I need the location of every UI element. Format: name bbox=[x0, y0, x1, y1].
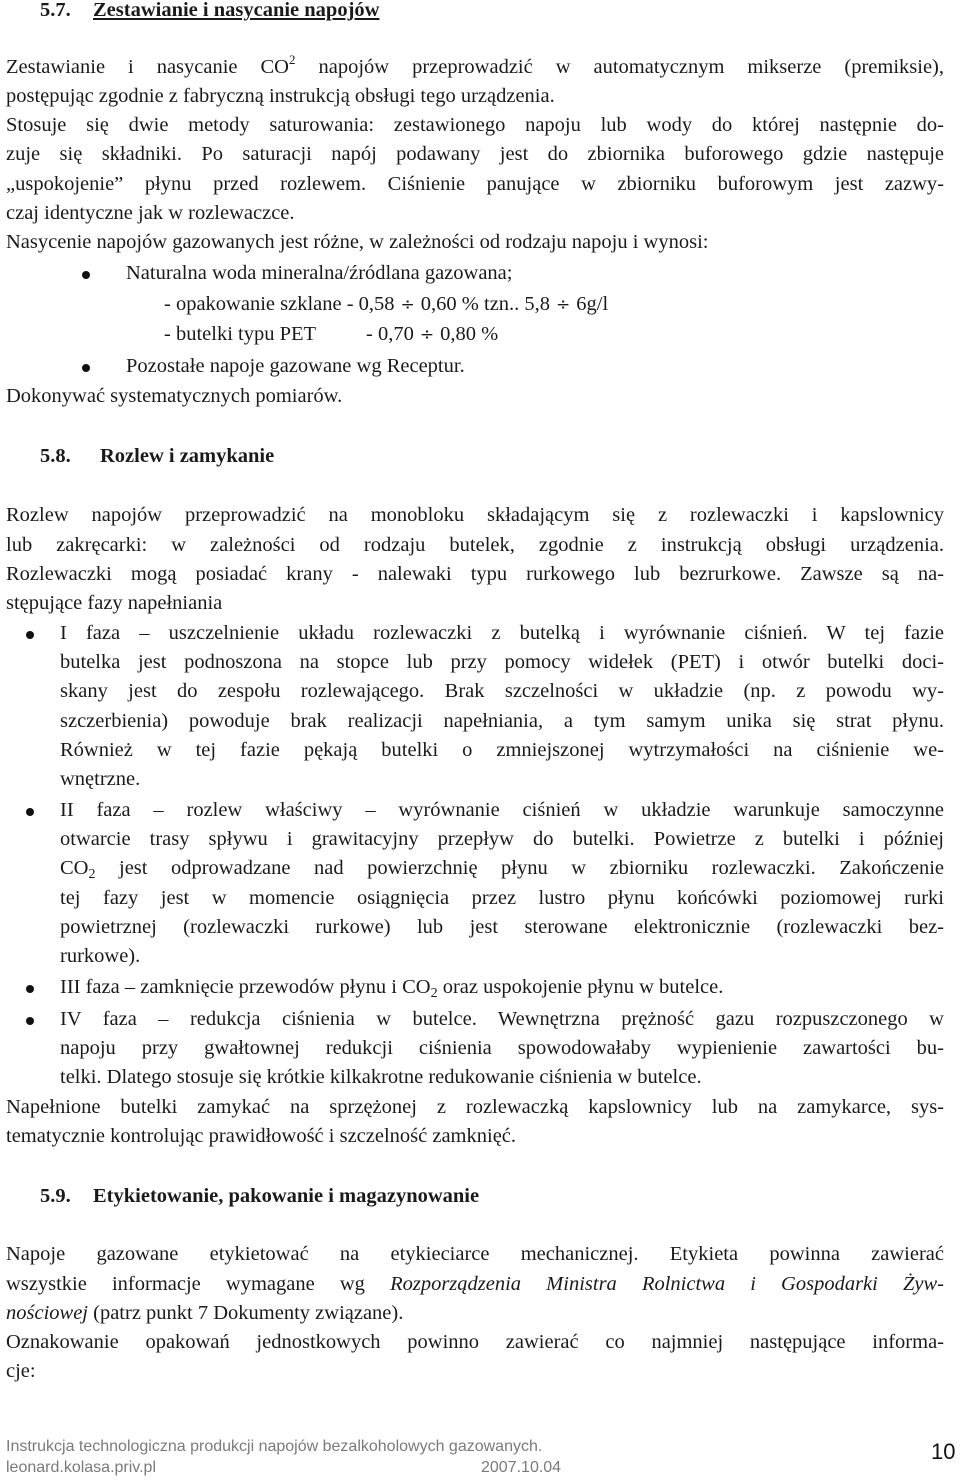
paragraph-line: Napełnione butelki zamykać na sprzężonej z rozlewaczką kapslownicy lub na zamykarce, sys- bbox=[6, 1096, 944, 1118]
section-number-5-8: 5.8. bbox=[40, 445, 71, 467]
paragraph-line: czaj identyczne jak w rozlewaczce. bbox=[6, 202, 295, 224]
list-subitem: - butelki typu PET bbox=[164, 323, 317, 345]
list-item: II faza – rozlew właściwy – wyrównanie ciśnień w układzie warunkuje samoczynne bbox=[60, 799, 944, 821]
paragraph-line: Rozlewaczki mogą posiadać krany - nalewaki typu rurkowego lub bezrurkowe. Zawsze są na- bbox=[6, 563, 944, 585]
bullet-icon bbox=[26, 808, 34, 816]
section-number-5-9: 5.9. bbox=[40, 1185, 71, 1207]
paragraph-line: cje: bbox=[6, 1360, 36, 1382]
page-number: 10 bbox=[931, 1439, 956, 1464]
footer-doc-title: Instrukcja technologiczna produkcji napojów bezalkoholowych gazowanych. bbox=[6, 1438, 543, 1455]
paragraph-line: wszystkie informacje wymagane wg Rozporządzenia Ministra Rolnictwa i Gospodarki Żyw- bbox=[6, 1273, 944, 1295]
section-title-5-7: Zestawianie i nasycanie napojów bbox=[93, 0, 380, 21]
list-item-line: $CO_2$ jest odprowadzane nad powierzchnię płynu w zbiorniku rozlewaczki. Zakończenie bbox=[60, 857, 945, 882]
paragraph-line: Stosuje się dwie metody saturowania: zestawionego napoju lub wody do której następnie do- bbox=[6, 114, 944, 136]
list-item-line: Również w tej fazie pękają butelki o zmniejszonej wytrzymałości na ciśnienie we- bbox=[60, 739, 944, 761]
section-title-5-9: Etykietowanie, pakowanie i magazynowanie bbox=[93, 1185, 480, 1207]
section-number-5-7: 5.7. bbox=[40, 0, 71, 21]
paragraph-line: Napoje gazowane etykietować na etykieciarce mechanicznej. Etykieta powinna zawierać bbox=[6, 1243, 944, 1265]
paragraph-line: Nasycenie napojów gazowanych jest różne, w zależności od rodzaju napoju i wynosi: bbox=[6, 231, 709, 253]
list-item-line: rurkowe). bbox=[60, 945, 141, 967]
list-item-line: skany jest do zespołu rozlewającego. Brak szczelności w układzie (np. z powodu wy- bbox=[60, 680, 944, 702]
list-item-line: otwarcie trasy spływu i grawitacyjny przepływ do butelki. Powietrze z butelki i później bbox=[60, 828, 944, 850]
list-item-line: butelka jest podnoszona na stopce lub przy pomocy widełek (PET) i otwór butelki doci- bbox=[60, 651, 944, 673]
divide-icon: ÷ bbox=[400, 295, 415, 315]
list-item: Naturalna woda mineralna/źródlana gazowana; bbox=[126, 262, 513, 284]
list-item: Pozostałe napoje gazowane wg Receptur. bbox=[126, 355, 465, 377]
paragraph-line: Oznakowanie opakowań jednostkowych powinno zawierać co najmniej następujące informa- bbox=[6, 1331, 944, 1353]
footer-site-link[interactable]: leonard.kolasa.priv.pl bbox=[6, 1459, 157, 1476]
list-item: IV faza – redukcja ciśnienia w butelce. Wewnętrzna prężność gazu rozpuszczonego w bbox=[60, 1008, 944, 1030]
list-item: I faza – uszczelnienie układu rozlewaczki z butelką i wyrównanie ciśnień. W tej fazie bbox=[60, 622, 944, 644]
list-subitem-value: - 0,70 ÷ 0,80 % bbox=[366, 323, 499, 345]
paragraph-line: nościowej (patrz punkt 7 Dokumenty związane). bbox=[6, 1302, 404, 1324]
paragraph-line: lub zakręcarki: w zależności od rodzaju butelek, zgodnie z instrukcją obsługi urządzenia. bbox=[6, 534, 944, 556]
bullet-icon bbox=[82, 271, 90, 279]
bullet-icon bbox=[26, 985, 34, 993]
list-item-line: wnętrzne. bbox=[60, 768, 141, 790]
list-item-line: tej fazy jest w momencie osiągnięcia przez lustro płynu końcówki poziomowej rurki bbox=[60, 887, 944, 909]
footer-date: 2007.10.04 bbox=[481, 1459, 562, 1476]
paragraph-line: postępując zgodnie z fabryczną instrukcją obsługi tego urządzenia. bbox=[6, 85, 555, 107]
bullet-icon bbox=[82, 364, 90, 372]
list-subitem: - opakowanie szklane - 0,58 ÷ 0,60 % tzn.. 5,8 ÷ 6g/l bbox=[164, 293, 609, 315]
paragraph-line: Dokonywać systematycznych pomiarów. bbox=[6, 385, 343, 407]
list-item-line: powietrznej (rozlewaczki rurkowe) lub jest sterowane elektronicznie (rozlewaczki bez- bbox=[60, 916, 944, 938]
list-item-line: szczerbienia) powoduje brak realizacji napełniania, a tym samym unika się strat płynu. bbox=[60, 710, 944, 732]
paragraph-line: Rozlew napojów przeprowadzić na monobloku składającym się z rozlewaczki i kapslownicy bbox=[6, 504, 944, 526]
paragraph-line: stępujące fazy napełniania bbox=[6, 592, 223, 614]
paragraph-line: zuje się składniki. Po saturacji napój podawany jest do zbiornika buforowego gdzie następuje bbox=[6, 143, 944, 165]
bullet-icon bbox=[26, 1017, 34, 1025]
divide-icon: ÷ bbox=[419, 325, 435, 345]
paragraph-line: „uspokojenie” płynu przed rozlewem. Ciśnienie panujące w zbiorniku buforowym jest zazwy- bbox=[6, 173, 944, 195]
list-item-line: telki. Dlatego stosuje się krótkie kilkakrotne redukowanie ciśnienia w butelce. bbox=[60, 1066, 702, 1088]
paragraph-line: tematycznie kontrolując prawidłowość i szczelność zamknięć. bbox=[6, 1125, 517, 1147]
bullet-icon bbox=[26, 631, 34, 639]
list-item: III faza – zamknięcie przewodów płynu i $CO_2$ oraz uspokojenie płynu w butelce. bbox=[60, 976, 724, 1001]
paragraph-line: Zestawianie i nasycanie $CO^2$ napojów przeprowadzić w automatycznym mikserze (premiksie), bbox=[6, 52, 945, 78]
section-title-5-8: Rozlew i zamykanie bbox=[100, 445, 275, 467]
list-item-line: napoju przy gwałtownej redukcji ciśnienia spowodowałaby wypienienie zawartości bu- bbox=[60, 1037, 944, 1059]
divide-icon: ÷ bbox=[556, 295, 571, 315]
